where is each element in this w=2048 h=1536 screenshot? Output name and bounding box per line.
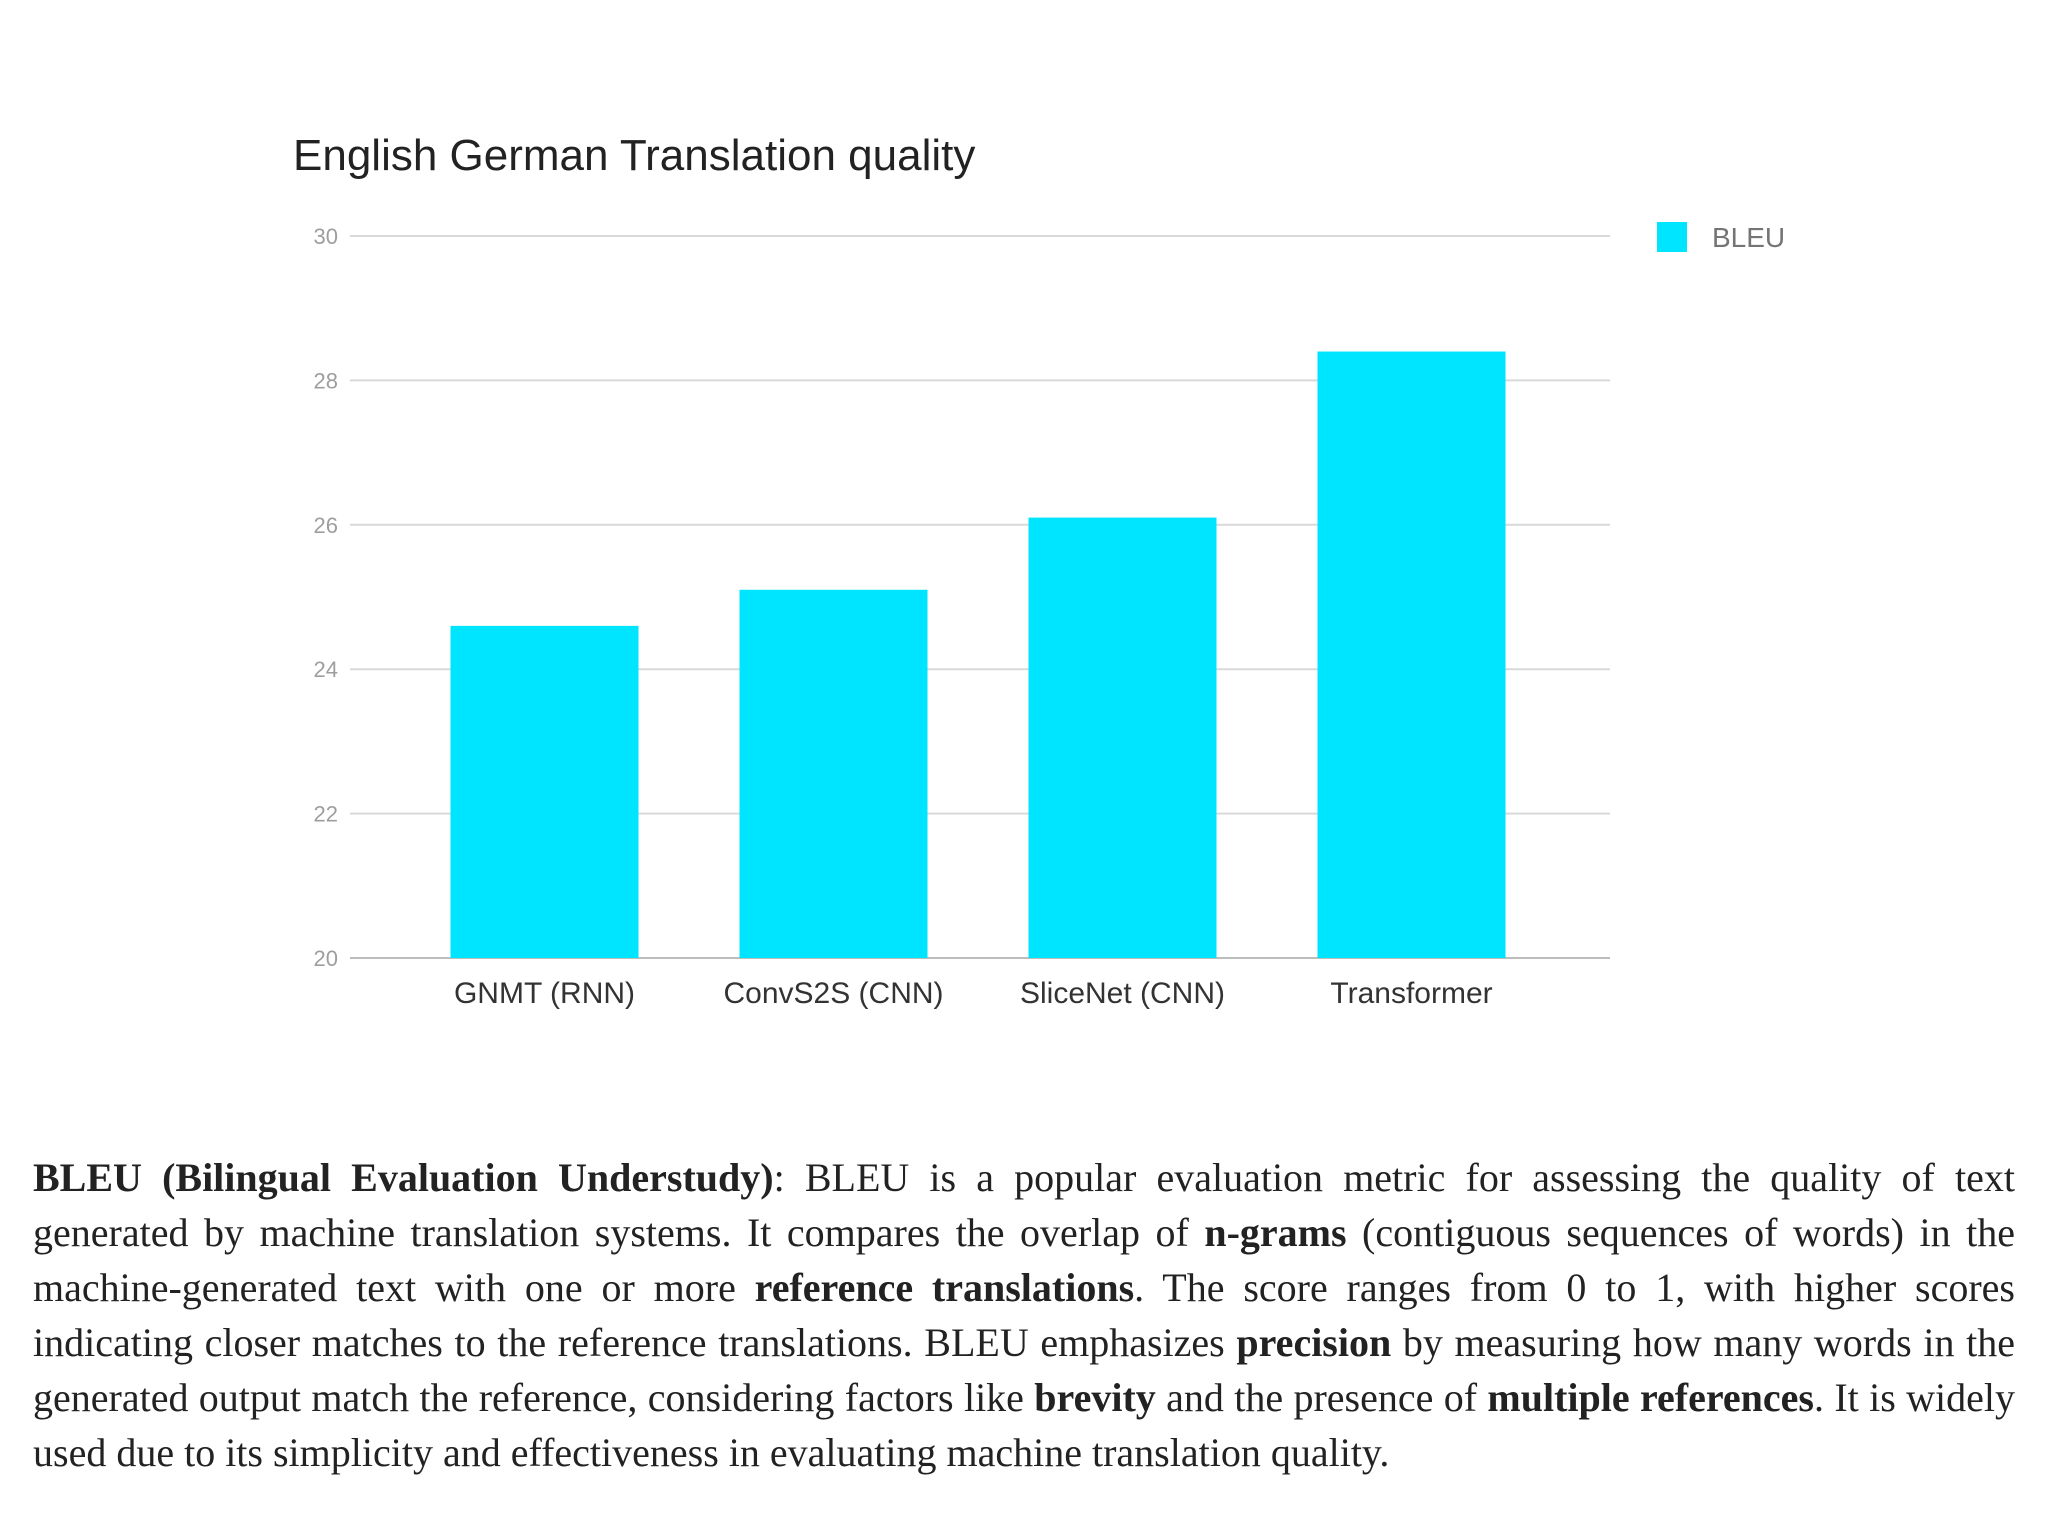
caption-paragraph (33, 1150, 2015, 1480)
caption-bold: n-grams (1204, 1210, 1347, 1255)
legend-label: BLEU (1712, 222, 1786, 253)
chart-title: English German Translation quality (293, 131, 976, 180)
bar (1029, 518, 1217, 958)
x-tick-label: GNMT (RNN) (453, 977, 636, 1010)
legend-swatch (1657, 222, 1687, 252)
y-tick-label: 30 (313, 224, 338, 249)
caption-text: and the presence of (1155, 1375, 1488, 1420)
caption-bold: multiple references (1487, 1375, 1814, 1420)
caption-text: by measuring how many words in the generated output match the reference, considering factors like (33, 1320, 2015, 1420)
y-tick-label: 22 (313, 801, 338, 827)
bar (1318, 352, 1506, 958)
y-tick-label: 26 (313, 512, 338, 538)
bars (451, 352, 1506, 958)
legend (1657, 222, 1785, 253)
caption-text: . It is widely used due to its simplicity and effectiveness in evaluating machine translation quality. (33, 1375, 2016, 1475)
caption-term: BLEU (Bilingual Evaluation Understudy) (33, 1155, 774, 1200)
bar (740, 590, 928, 958)
x-tick-label: SliceNet (CNN) (1019, 977, 1226, 1010)
x-tick-labels (454, 977, 1493, 1010)
caption-text: (contiguous sequences of words) in the machine-generated text with one or more (33, 1210, 2015, 1310)
caption-bold: brevity (1034, 1375, 1156, 1420)
y-tick-label: 20 (313, 946, 338, 971)
caption-text: . The score ranges from 0 to 1, with higher scores indicating closer matches to the reference translations. BLEU emphasizes (33, 1265, 2015, 1365)
y-tick-label: 28 (313, 368, 338, 394)
caption-bold: precision (1236, 1320, 1392, 1365)
caption-text: : BLEU is a popular evaluation metric for assessing the quality of text generated by machine translation systems. It compares the overlap of (33, 1155, 2015, 1255)
y-tick-label: 24 (313, 657, 338, 683)
bar (451, 626, 639, 958)
x-tick-label: ConvS2S (CNN) (723, 977, 944, 1010)
caption-bold: reference translations (754, 1265, 1135, 1310)
x-tick-label: Transformer (1330, 977, 1493, 1010)
